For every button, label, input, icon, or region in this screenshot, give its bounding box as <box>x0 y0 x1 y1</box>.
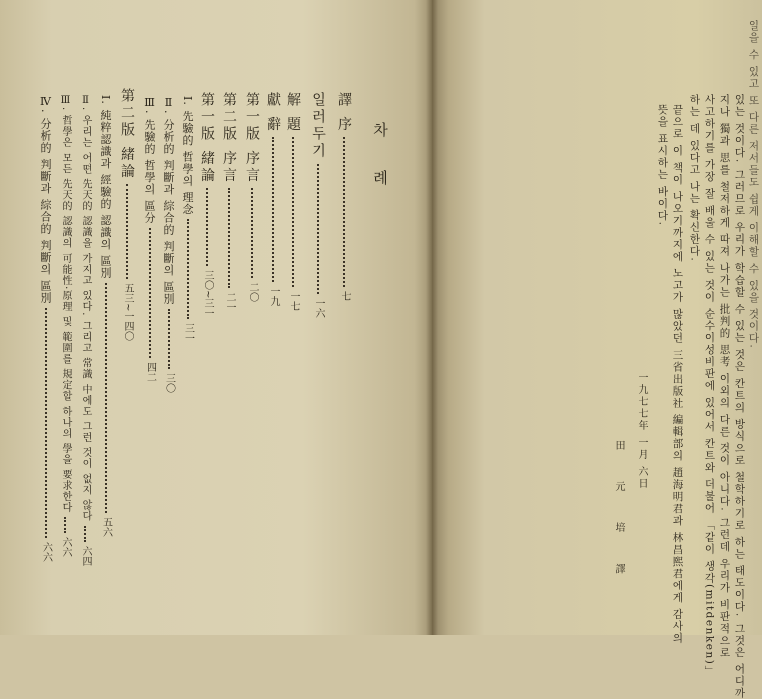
toc-entry <box>245 92 259 302</box>
toc-entry-page: 三〇 <box>163 372 175 393</box>
toc-entry-label: Ⅱ. 우리는 어떤 先天的 認識을 가지고 있다. 그리고 常識 中에도 그런 것이 없지 않다 <box>80 95 91 522</box>
toc-entry-page: 三〇~三一 <box>202 270 213 319</box>
toc-entry-label: 第二版 序言 <box>221 92 237 185</box>
toc-entry-page: 五三~一四〇 <box>122 283 133 342</box>
toc-entry-page: 四二 <box>144 362 156 382</box>
toc-entry-label: 解 題 <box>285 92 301 134</box>
toc-entry-label: 第二版 緒論 <box>119 88 135 181</box>
toc-leader <box>292 137 294 287</box>
toc-entry-label: 第一版 緒論 <box>199 92 215 185</box>
toc-leader <box>343 137 345 287</box>
toc-entry <box>200 92 214 319</box>
toc-entry-page: 五六 <box>100 516 112 537</box>
toc-entry <box>80 95 90 566</box>
toc-leader <box>149 228 151 358</box>
toc-entry <box>120 88 134 342</box>
toc-entry-page: 一七 <box>288 291 299 312</box>
toc-entry-label: 獻 辭 <box>265 92 281 134</box>
toc-entry <box>182 96 193 343</box>
translator-signature: 田 元 培 譯 <box>613 440 624 588</box>
toc-entry-page: 二〇 <box>247 282 258 303</box>
toc-entry-page: 六六 <box>60 537 71 558</box>
toc-entry <box>144 96 155 382</box>
toc-entry <box>286 92 300 311</box>
toc-leader <box>45 308 47 538</box>
toc-leader <box>187 219 189 319</box>
preface-line: 끝으로 이 책이 나오기까지에 노고가 많았던 三省出版社 編輯部의 趙海明君과 林昌熙君에게 감사의 <box>671 104 684 645</box>
toc-entry-label: 第一版 序言 <box>244 92 260 185</box>
preface-line: 뜻을 표시하는 바이다. <box>656 104 669 227</box>
toc-leader <box>206 188 208 266</box>
toc-entry-page: 七 <box>339 291 350 302</box>
toc-entry-page: 一六 <box>313 298 324 318</box>
toc-entry <box>311 92 325 318</box>
book-gutter <box>426 0 438 635</box>
toc-entry <box>337 92 351 301</box>
toc-entry <box>222 92 236 312</box>
toc-entry <box>163 96 174 393</box>
toc-entry-label: Ⅲ. 哲學은 모든 先天的 認識의 可能性·原理 및 範圍를 規定할 하나의 學을 要求한다 <box>60 95 71 514</box>
toc-entry <box>60 95 70 557</box>
toc-entry-page: 一九 <box>268 286 279 307</box>
toc-entry-label: I. 先驗的 哲學의 理念 <box>181 96 194 216</box>
toc-leader <box>228 188 230 288</box>
toc-leader <box>251 188 253 278</box>
toc-leader <box>84 526 86 542</box>
toc-entry-page: 二一 <box>224 292 235 313</box>
toc-entry-label: 일러두기 <box>310 92 326 160</box>
preface-line: 지나 獨과 思를 철저하게 따져 나가는 批判的 思考 이외의 다른 것이 아니다. 그런데 우리가 비판적으로 <box>718 94 731 659</box>
preface-line: 사고하기를 가장 잘 배울 수 있는 것이 순수이성비판에 있어서 칸트와 더불어 「같이 생각(mitdenken)」 <box>703 94 716 678</box>
toc-leader <box>272 137 274 282</box>
preface-line: 일을 수 있고 또 다른 저서들도 쉽게 이해할 수 있을 것이다. <box>747 20 760 350</box>
toc-entry-label: Ⅱ. 分析的 判斷과 綜合的 判斷의 區別 <box>162 96 175 305</box>
toc-leader <box>168 309 170 369</box>
toc-entry <box>266 92 280 306</box>
toc-entry-page: 六四 <box>80 545 91 566</box>
toc-entry-label: Ⅳ. 分析的 判斷과 綜合的 判斷의 區別 <box>39 95 52 304</box>
toc-entry-label: 譯 序 <box>336 92 352 134</box>
preface-line: 하는 데 있다고 나는 확신한다. <box>688 94 701 263</box>
toc-entry <box>40 95 51 562</box>
toc-leader <box>105 283 107 513</box>
preface-line: 있는 것이다. 그러므로 우리가 학습할 수 있는 것은 칸트의 방식으로 철학하기로 하는 태도이다. 그것은 어디까 <box>733 94 746 699</box>
toc-entry <box>100 95 111 537</box>
preface-date: 一九七七年 一月 六日 <box>636 372 647 491</box>
toc-entry-label: Ⅲ. 先驗的 哲學의 區分 <box>143 96 156 224</box>
toc-entry-page: 六六 <box>40 541 52 562</box>
toc-leader <box>64 517 66 533</box>
toc-entry-label: I. 純粹認識과 經驗的 認識의 區別 <box>99 95 112 279</box>
toc-entry-page: 三一 <box>182 323 194 344</box>
toc-leader <box>317 164 319 294</box>
toc-title: 차 례 <box>371 122 389 199</box>
toc-leader <box>126 184 128 279</box>
